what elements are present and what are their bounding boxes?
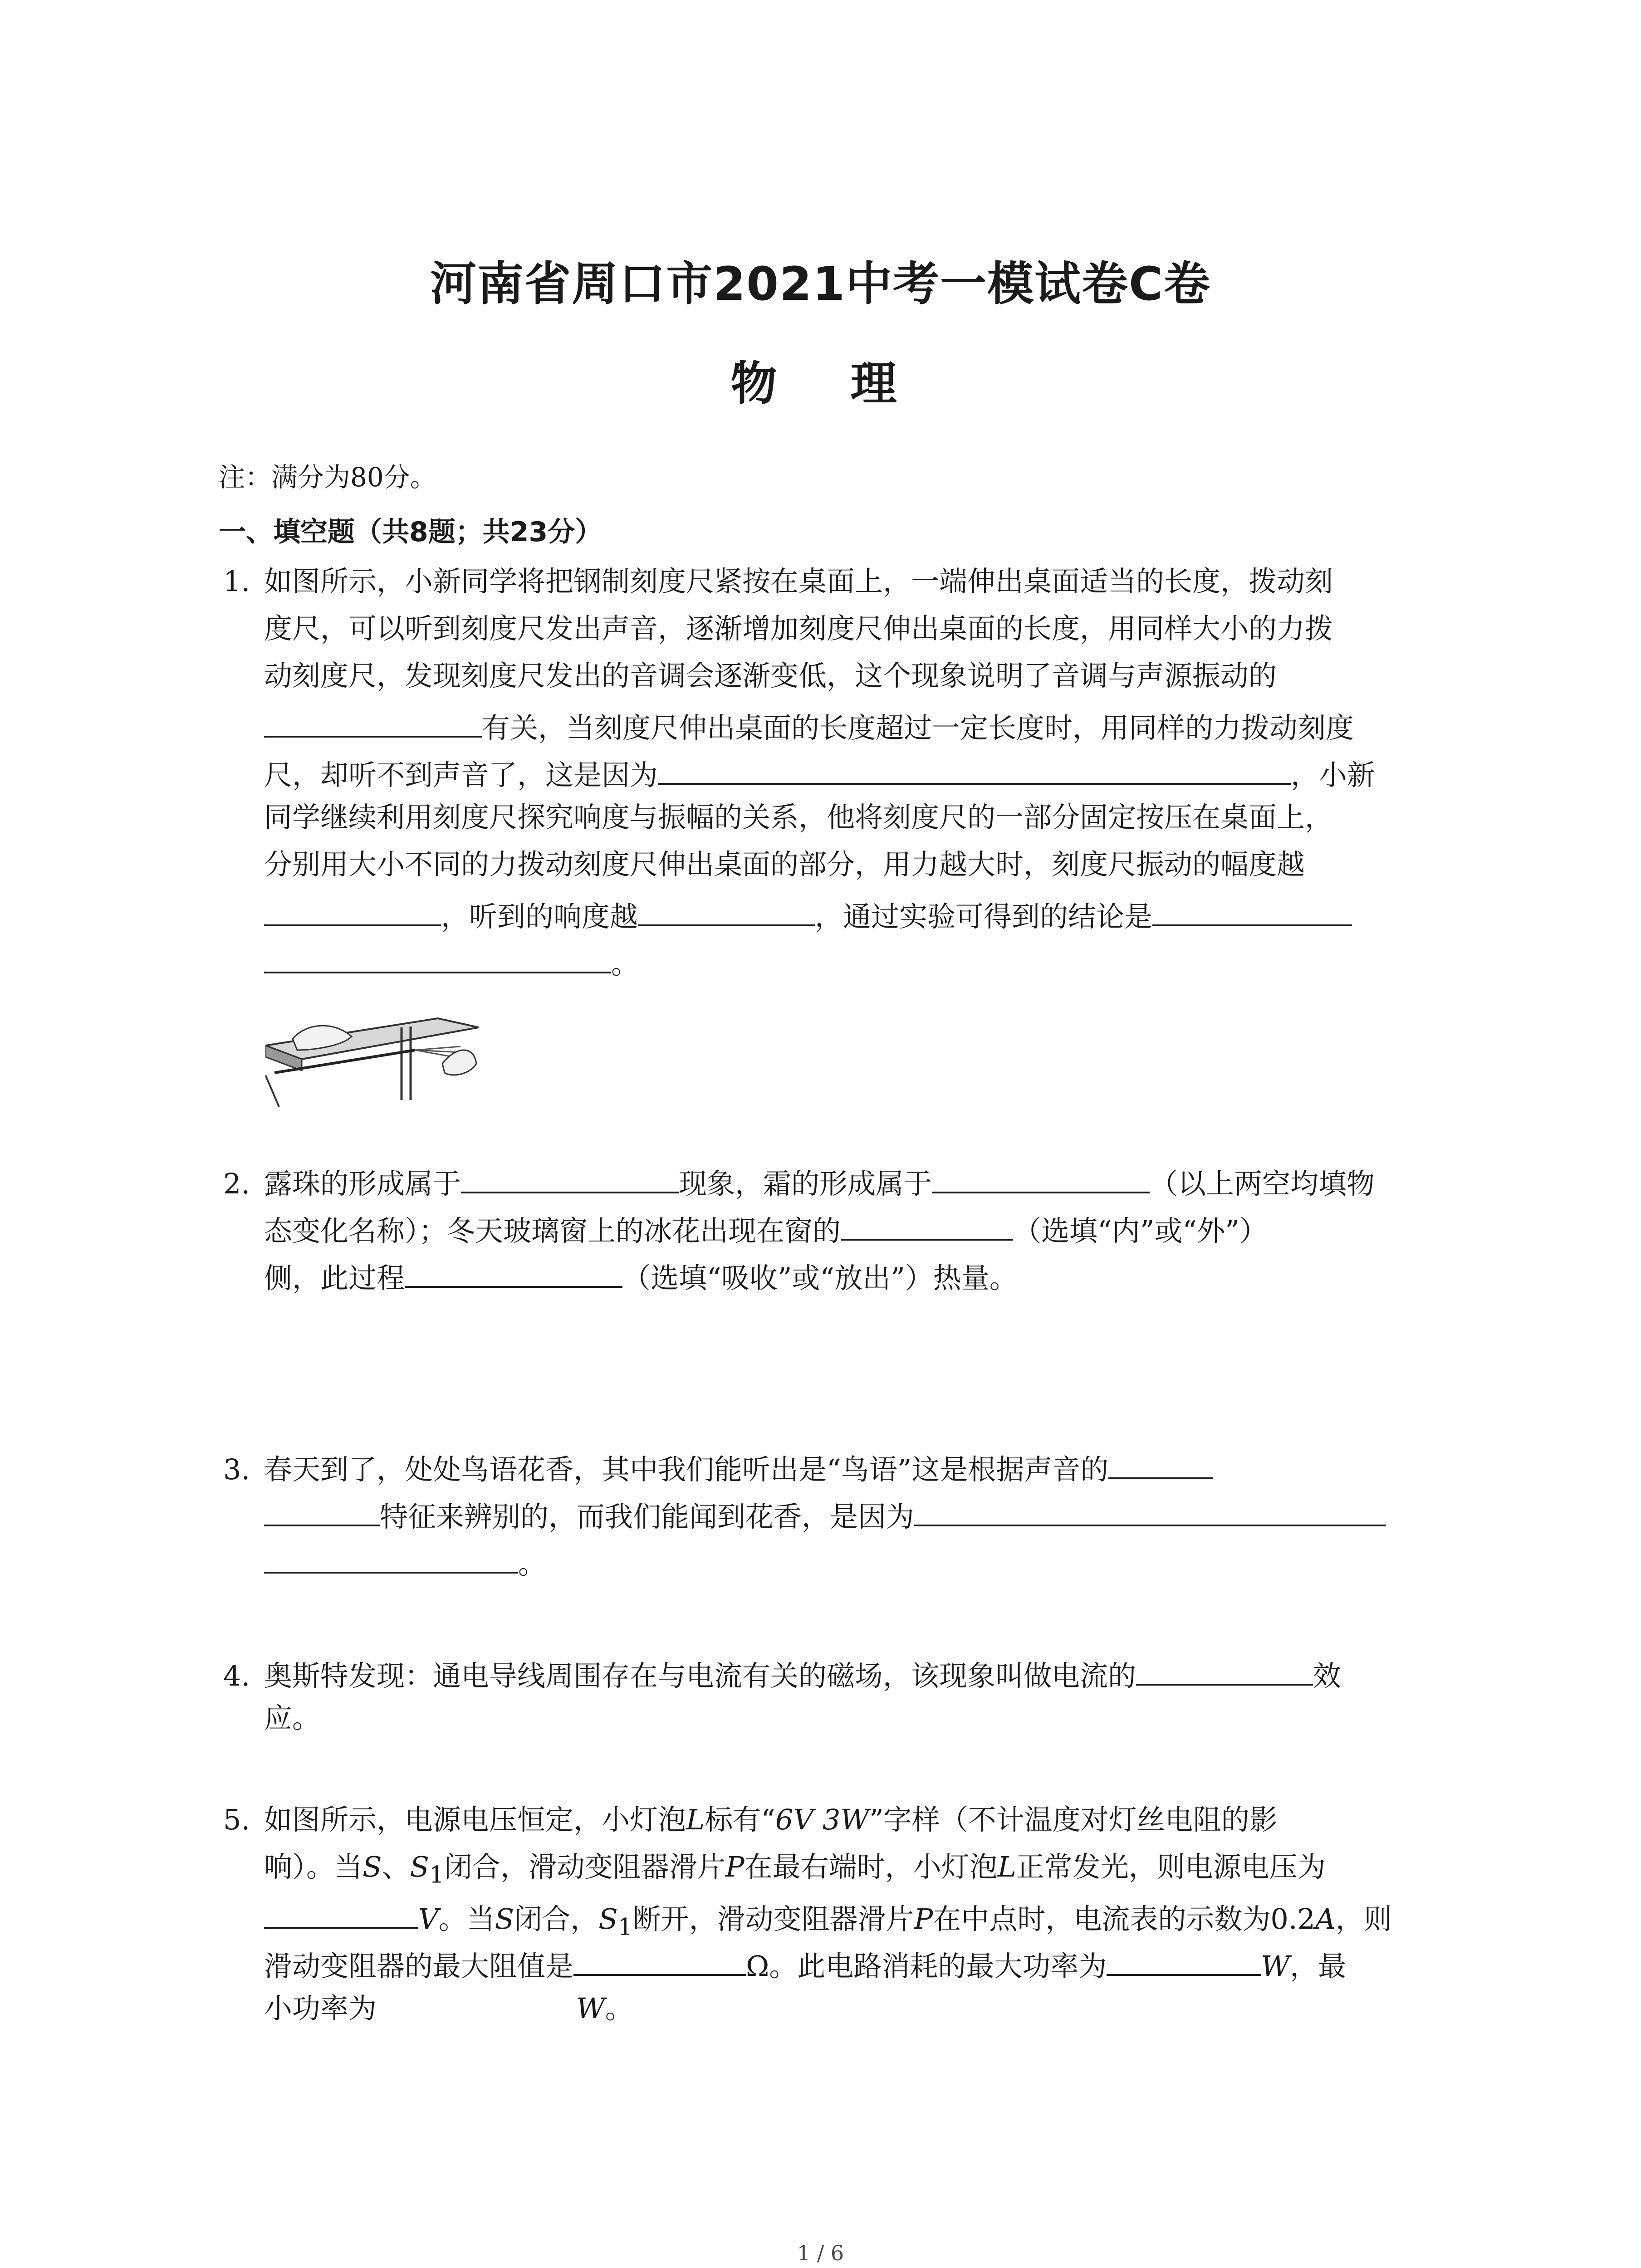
section-heading: 一、填空题（共8题；共23分） — [219, 516, 603, 548]
answer-blank[interactable] — [638, 896, 815, 926]
answer-blank[interactable] — [1108, 1449, 1213, 1479]
subject-heading: 物 理 — [730, 357, 911, 411]
exam-title: 河南省周口市2021中考一模试卷C卷 — [430, 257, 1211, 311]
question-4: 4. 奥斯特发现：通电导线周围存在与电流有关的磁场，该现象叫做电流的 效 应。 — [223, 1656, 1448, 1799]
answer-blank[interactable] — [264, 1496, 380, 1526]
question-number: 5. — [223, 1803, 250, 1836]
answer-blank[interactable] — [932, 1163, 1150, 1193]
answer-blank[interactable] — [264, 896, 441, 926]
answer-blank[interactable] — [405, 1258, 622, 1288]
question-number: 4. — [223, 1659, 250, 1692]
answer-blank[interactable] — [1152, 896, 1352, 926]
question-5: 5. 如图所示，电源电压恒定，小灯泡L标有“6V 3W”字样（不计温度对灯丝电阻的影 响）。当S、$S_1$闭合，滑动变阻器滑片P在最右端时，小灯泡L正常发光，则电源电压为 V。当S闭合，$S_1$断开，滑动变阻器滑片P在中点时，电流表的示数为0.2A，则 滑动变阻器的最大阻值是 Ω。此电路消耗的最大功率为 W，最 小功率为 W。 — [223, 1803, 1392, 2025]
answer-blank[interactable] — [914, 1496, 1386, 1526]
question-3: 3. 春天到了，处处鸟语花香，其中我们能听出是“鸟语”这是根据声音的 特征来辨别的，而我们能闻到花香，是因为 。 — [223, 1449, 1448, 1639]
question-number: 2. — [223, 1167, 250, 1200]
answer-blank[interactable] — [264, 1899, 418, 1929]
answer-blank[interactable] — [264, 708, 482, 738]
page-number: 1 / 6 — [797, 2241, 844, 2265]
question-1-body: 1. 如图所示，小新同学将把钢制刻度尺紧按在桌面上，一端伸出桌面适当的长度，拨动刻 度尺，可以听到刻度尺发出声音，逐渐增加刻度尺伸出桌面的长度，用同样大小的力拨 动刻度尺，发现刻度尺发出的音调会逐渐变低，这个现象说明了音调与声源振动的 有关，当刻度尺伸出桌面的长度超过一定长度时，用同样的力拨动刻度 尺，却听不到声音了，这是因为 ，小新 同学继续利用刻度尺探究响度与振幅的关系，他将刻度尺的一部分固定按压在桌面上， 分别用大小不同的力拨动刻度尺伸出桌面的部分，用力越大时，刻度尺振动的幅度越 ，听到的响度越 ，通过实验可得到的结论是 。 — [223, 565, 1376, 980]
question-2: 2. 露珠的形成属于 现象，霜的形成属于 （以上两空均填物 态变化名称）；冬天玻璃窗上的冰花出现在窗的 （选填“内”或“外”） 侧，此过程 （选填“吸收”或“放出”）热量。 — [223, 1163, 1448, 1354]
score-note: 注：满分为80分。 — [219, 462, 436, 493]
answer-blank[interactable] — [264, 1544, 518, 1574]
answer-blank[interactable] — [264, 943, 611, 973]
answer-blank[interactable] — [1107, 1946, 1261, 1976]
answer-blank[interactable] — [461, 1163, 679, 1193]
answer-blank[interactable] — [573, 1946, 746, 1976]
question-number: 1. — [223, 565, 250, 598]
question-number: 3. — [223, 1453, 250, 1486]
answer-blank[interactable] — [658, 755, 1291, 785]
ruler-on-desk-figure — [265, 996, 479, 1109]
answer-blank[interactable] — [841, 1211, 1013, 1241]
answer-blank[interactable] — [1136, 1656, 1313, 1686]
